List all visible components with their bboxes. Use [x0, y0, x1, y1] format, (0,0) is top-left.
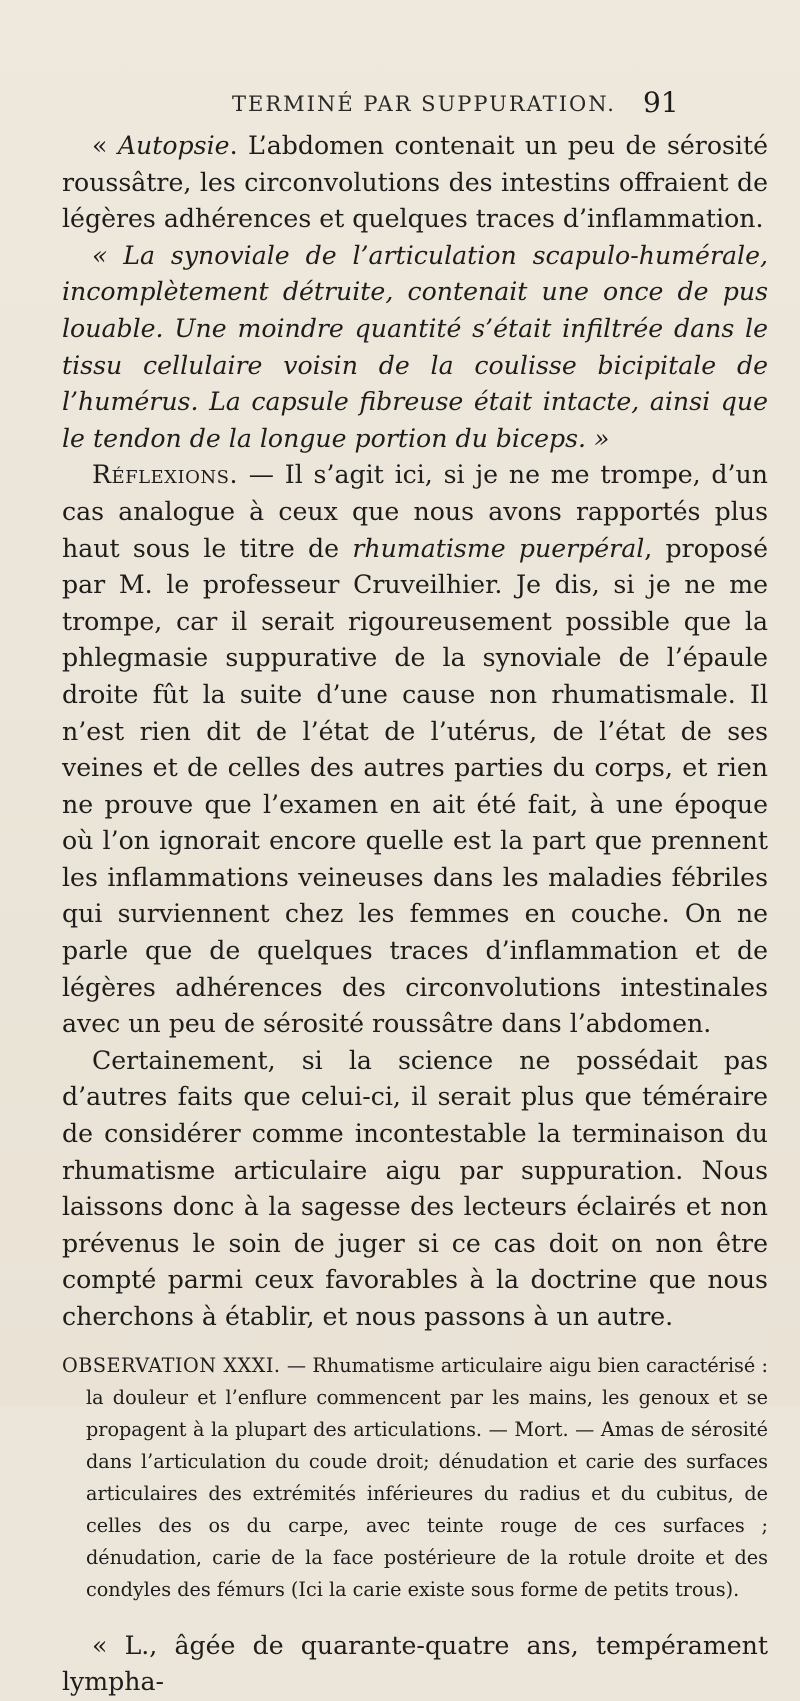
observation-heading: OBSERVATION XXXI. — [62, 1353, 281, 1377]
observation-summary — [62, 1350, 768, 1606]
reflections-text-b: , proposé par M. le professeur Cruveilhier. Je dis, si je ne me trompe, car il serait rigoureusement possible que la phlegmasie suppurative de la synoviale de l’épaule droite fût la suite d’une cause non rhumatismale. Il n’est rien dit de l’état de l’utérus, de l’état de ses veines et de celles des autres parties du corps, et rien ne prouve que l’examen en ait été fait, à une époque où l’on ignorait encore quelle est la part que prennent les inflammations veineuses dans les maladies fébriles qui surviennent chez les femmes en couche. On ne parle que de quelques traces d’inflammation et de légères adhérences des circonvolutions intestinales avec un peu de sérosité roussâtre dans l’abdomen. — [62, 533, 769, 1039]
conclusion-paragraph: Certainement, si la science ne possédait pas d’autres faits que celui-ci, il serait plus que téméraire de considérer comme incontestable la terminaison du rhumatisme articulaire aigu par suppuration. Nous laissons donc à la sagesse des lecteurs éclairés et non prévenus le soin de juger si ce cas doit on non être compté parmi ceux favorables à la doctrine que nous cherchons à établir, et nous passons à un autre. — [62, 1045, 768, 1331]
autopsy-label: Autopsie — [117, 131, 230, 160]
running-title: TERMINÉ PAR SUPPURATION. — [232, 92, 616, 116]
reflections-text-a: — Il s’agit ici, si je ne me trompe, d’un cas analogue à ceux que nous avons rapportés plus haut sous le titre de — [62, 460, 768, 563]
synovial-paragraph — [62, 238, 768, 458]
page-number: 91 — [643, 86, 679, 119]
page-body — [62, 128, 768, 1701]
case-start-line: « L., âgée de quarante-quatre ans, tempérament lympha- — [62, 1630, 768, 1697]
synovial-text: « La synoviale de l’articulation scapulo-humérale, incomplètement détruite, contenait une once de pus louable. Une moindre quantité s’était infiltrée dans le tissu cellulaire voisin de la coulisse bicipitale de l’humérus. La capsule fibreuse était intacte, ainsi que le tendon de la longue portion du biceps. » — [62, 240, 768, 453]
reflections-paragraph — [62, 457, 768, 1043]
observation-text: — Rhumatisme articulaire aigu bien caractérisé : la douleur et l’enflure commencent par les mains, les genoux et se propagent à la plupart des articulations. — Mort. — Amas de sérosité dans l’articulation du coude droit; dénudation et carie des surfaces articulaires des extrémités inférieures du radius et du cubitus, de celles des os du carpe, avec teinte rouge de ces surfaces ; dénudation, carie de la face postérieure de la rotule droite et des condyles des fémurs (Ici la carie existe sous forme de petits trous). — [86, 1353, 769, 1601]
autopsy-paragraph — [62, 128, 768, 238]
autopsy-text: . L’abdomen contenait un peu de sérosité roussâtre, les circonvolutions des intestins offraient de légères adhérences et quelques traces d’inflammation. — [62, 131, 768, 234]
quote-mark: « — [92, 131, 118, 160]
page-header — [0, 86, 800, 126]
reflections-italic: rhumatisme puerpéral — [352, 533, 645, 563]
reflections-label: Réflexions. — [92, 460, 238, 490]
